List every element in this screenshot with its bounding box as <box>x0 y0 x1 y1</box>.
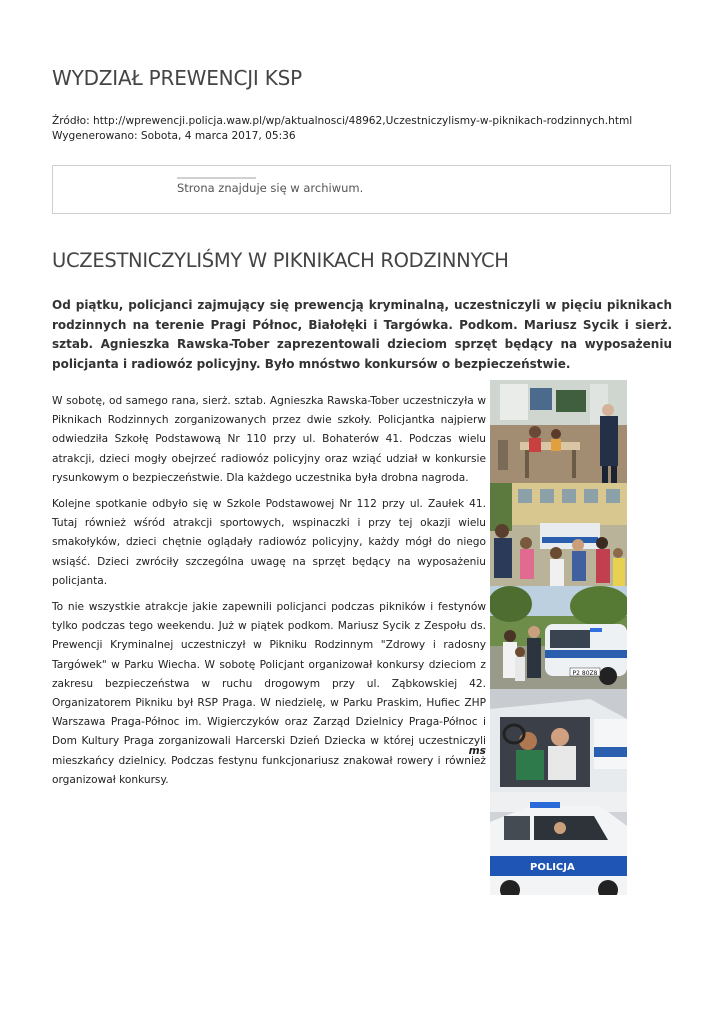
archive-divider <box>177 177 256 179</box>
source-url: Źródło: http://wprewencji.policja.waw.pl/wp/aktualnosci/48962,Uczestniczylismy-w-piknikach-rodzinnych.html <box>52 115 633 127</box>
photo-gallery <box>490 380 627 895</box>
photo-schoolyard[interactable] <box>490 483 627 586</box>
photo-classroom[interactable] <box>490 380 627 483</box>
article-author: ms <box>468 745 486 757</box>
article-body <box>52 392 486 797</box>
site-title: WYDZIAŁ PREWENCJI KSP <box>52 66 303 90</box>
license-plate: P2 80Z8 <box>572 670 598 677</box>
generated-date: Wygenerowano: Sobota, 4 marca 2017, 05:36 <box>52 130 296 142</box>
photo-park-police-car[interactable] <box>490 586 627 689</box>
archive-notice-box <box>52 165 671 214</box>
police-label: POLICJA <box>530 862 575 873</box>
document-meta <box>52 114 632 144</box>
article-lead: Od piątku, policjanci zajmujący się prewencją kryminalną, uczestniczyli w pięciu piknikach rodzinnych na terenie Pragi Północ, Białołęki i Targówka. Podkom. Mariusz Sycik i sierż. sztab. Agnieszka Rawska-Tober zaprezentowali dzieciom sprzęt będący na wyposażeniu policjanta i radiowóz policyjny. Było mnóstwo konkursów o bezpieczeństwie. <box>52 298 672 371</box>
archive-notice: Strona znajduje się w archiwum. <box>177 181 364 195</box>
article-paragraph: Kolejne spotkanie odbyło się w Szkole Podstawowej Nr 112 przy ul. Zaułek 41. Tutaj również wśród atrakcji sportowych, wspinaczki i przy tej okazji wielu smakołyków, dzieci chętnie oglądały radiowóz policyjny, każdy mógł do niego wsiąść. Dzieci zwróciły szczególna uwagę na sprzęt będący na wyposażeniu policjanta. <box>52 498 486 587</box>
article-title: UCZESTNICZYLIŚMY W PIKNIKACH RODZINNYCH <box>52 249 509 272</box>
article-paragraph: W sobotę, od samego rana, sierż. sztab. Agnieszka Rawska-Tober uczestniczyła w Piknikach Rodzinnych zorganizowanych przez dwie szkoły. Policjantka najpierw odwiedziła Szkołę Podstawową Nr 110 przy ul. Bohaterów 41. Podczas wielu atrakcji, dzieci mogły obejrzeć radiowóz policyjny oraz wziąć udział w konkursie rysunkowym o bezpieczeństwie. Dla każdego uczestnika była drobna nagroda. <box>52 395 486 484</box>
photo-kids-in-car[interactable] <box>490 689 627 792</box>
article-paragraph: To nie wszystkie atrakcje jakie zapewnili policjanci podczas pikników i festynów tylko podczas tego weekendu. Już w piątek podkom. Mariusz Sycik z Zespołu ds. Prewencji Kryminalnej uczestniczył w Pikniku Rodzinnym "Zdrowy i radosny Targówek" w Parku Wiecha. W sobotę Policjant organizował konkursy dzieciom z zakresu bezpieczeństwa w ruchu drogowym przy ul. Ząbkowskiej 42. Organizatorem Pikniku był RSP Praga. W niedzielę, w Parku Praskim, Hufiec ZHP Warszawa Praga-Północ im. Wigierczyków oraz Zarząd Dzielnicy Praga-Północ i Dom Kultury Praga zorganizowali Harcerski Dzień Dziecka w której uczestniczyli mieszkańcy dzielnicy. Podczas festynu funkcjonariusz znakował rowery i również organizował konkursy. <box>52 601 486 786</box>
photo-police-car-side[interactable] <box>490 792 627 895</box>
